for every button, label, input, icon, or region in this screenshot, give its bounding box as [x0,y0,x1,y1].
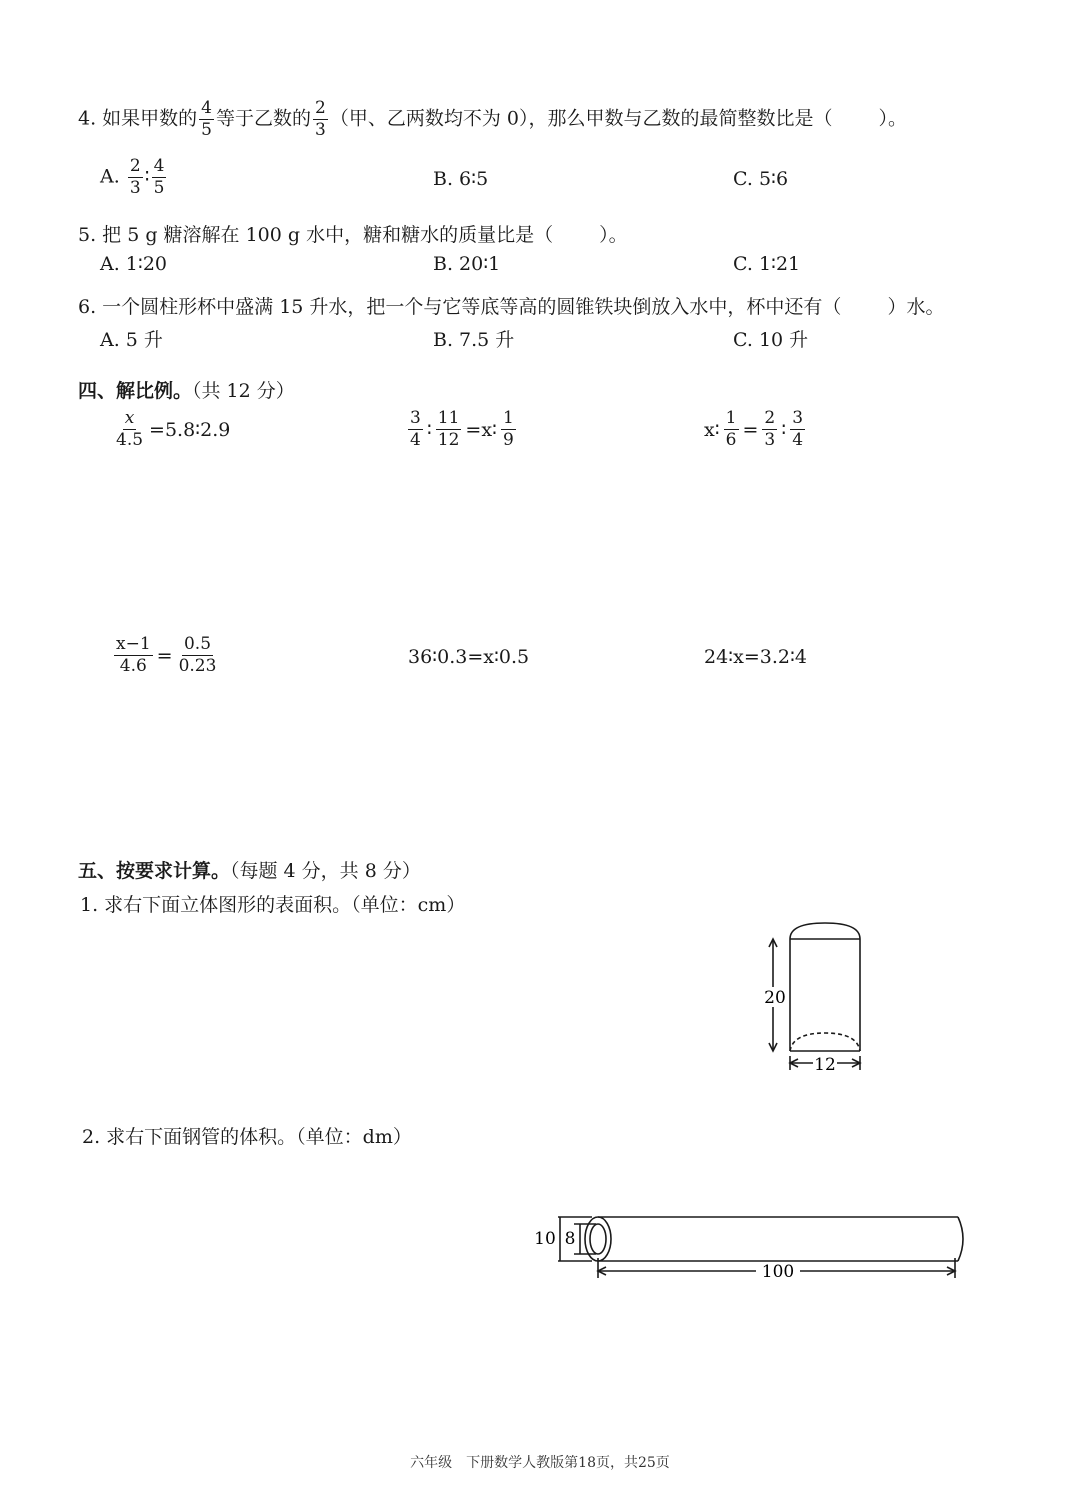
proportion-eq-2: $\frac{3}{4}$ ∶ $\frac{11}{12}$ =x∶ $\frac{1}{9}$ [410,408,514,450]
q4-option-c[interactable]: C. 5∶6 [733,168,789,190]
question-6: 6. 一个圆柱形杯中盛满 15 升水，把一个与它等底等高的圆锥铁块倒放入水中，杯中还有（ ）水。 [78,296,945,318]
section5-question-2: 2. 求右下面钢管的体积。（单位：dm） [82,1126,412,1148]
q4-text-part2: 等于乙数的 [216,107,312,130]
proportion-eq-1: $\frac{x}{4.5}$ =5.8∶2.9 [116,408,231,450]
length-label: 100 [761,1262,795,1282]
q6-option-b[interactable]: B. 7.5 升 [433,329,515,351]
page-footer: 六年级 下册数学人教版第18页，共25页 [410,1455,670,1471]
q5-option-a[interactable]: A. 1∶20 [100,253,168,275]
solid-top-arc [790,923,860,939]
question-4: 4. 如果甲数的 $\frac{4}{5}$ 等于乙数的 $\frac{2}{3}$ （甲、乙两数均不为 0），那么甲数与乙数的最简整数比是（ ）。 [78,98,907,140]
question-5: 5. 把 5 g 糖溶解在 100 g 水中，糖和糖水的质量比是（ ）。 [78,224,628,246]
q4-option-b[interactable]: B. 6∶5 [433,168,489,190]
solid-figure-diagram [755,915,885,1080]
height-label: 20 [764,988,786,1008]
proportion-eq-3: x∶ $\frac{1}{6}$ = $\frac{2}{3}$ ∶ $\frac{3}{4}$ [704,408,804,450]
pipe-far-end [958,1217,963,1261]
pipe-inner-end [590,1224,606,1254]
proportion-eq-6: 24∶x=3.2∶4 [704,646,808,668]
q4-option-a[interactable]: A. $\frac{2}{3}$ ∶ $\frac{4}{5}$ [100,156,165,198]
q6-option-a[interactable]: A. 5 升 [100,329,163,351]
proportion-eq-4: $\frac{x-1}{4.6}$ = $\frac{0.5}{0.23}$ [116,634,217,676]
q4-fraction-2: $\frac{2}{3}$ [315,98,326,140]
q4-text-part1: 4. 如果甲数的 [78,107,198,130]
section-4-title: 四、解比例。（共 12 分） [78,380,295,402]
solid-bottom-hidden-arc [790,1033,860,1051]
outer-diameter-label: 10 [534,1229,556,1249]
section5-question-1: 1. 求右下面立体图形的表面积。（单位：cm） [80,894,466,916]
steel-pipe-diagram [530,1208,975,1283]
width-label: 12 [814,1055,836,1075]
q4-fraction-1: $\frac{4}{5}$ [201,98,212,140]
q4-text-part3: （甲、乙两数均不为 0），那么甲数与乙数的最简整数比是（ [329,107,833,130]
q5-option-b[interactable]: B. 20∶1 [433,253,501,275]
proportion-eq-5: 36∶0.3=x∶0.5 [408,646,530,668]
section-5-title: 五、按要求计算。（每题 4 分，共 8 分） [78,860,421,882]
q6-option-c[interactable]: C. 10 升 [733,329,809,351]
q5-option-c[interactable]: C. 1∶21 [733,253,801,275]
inner-diameter-label: 8 [564,1229,576,1249]
